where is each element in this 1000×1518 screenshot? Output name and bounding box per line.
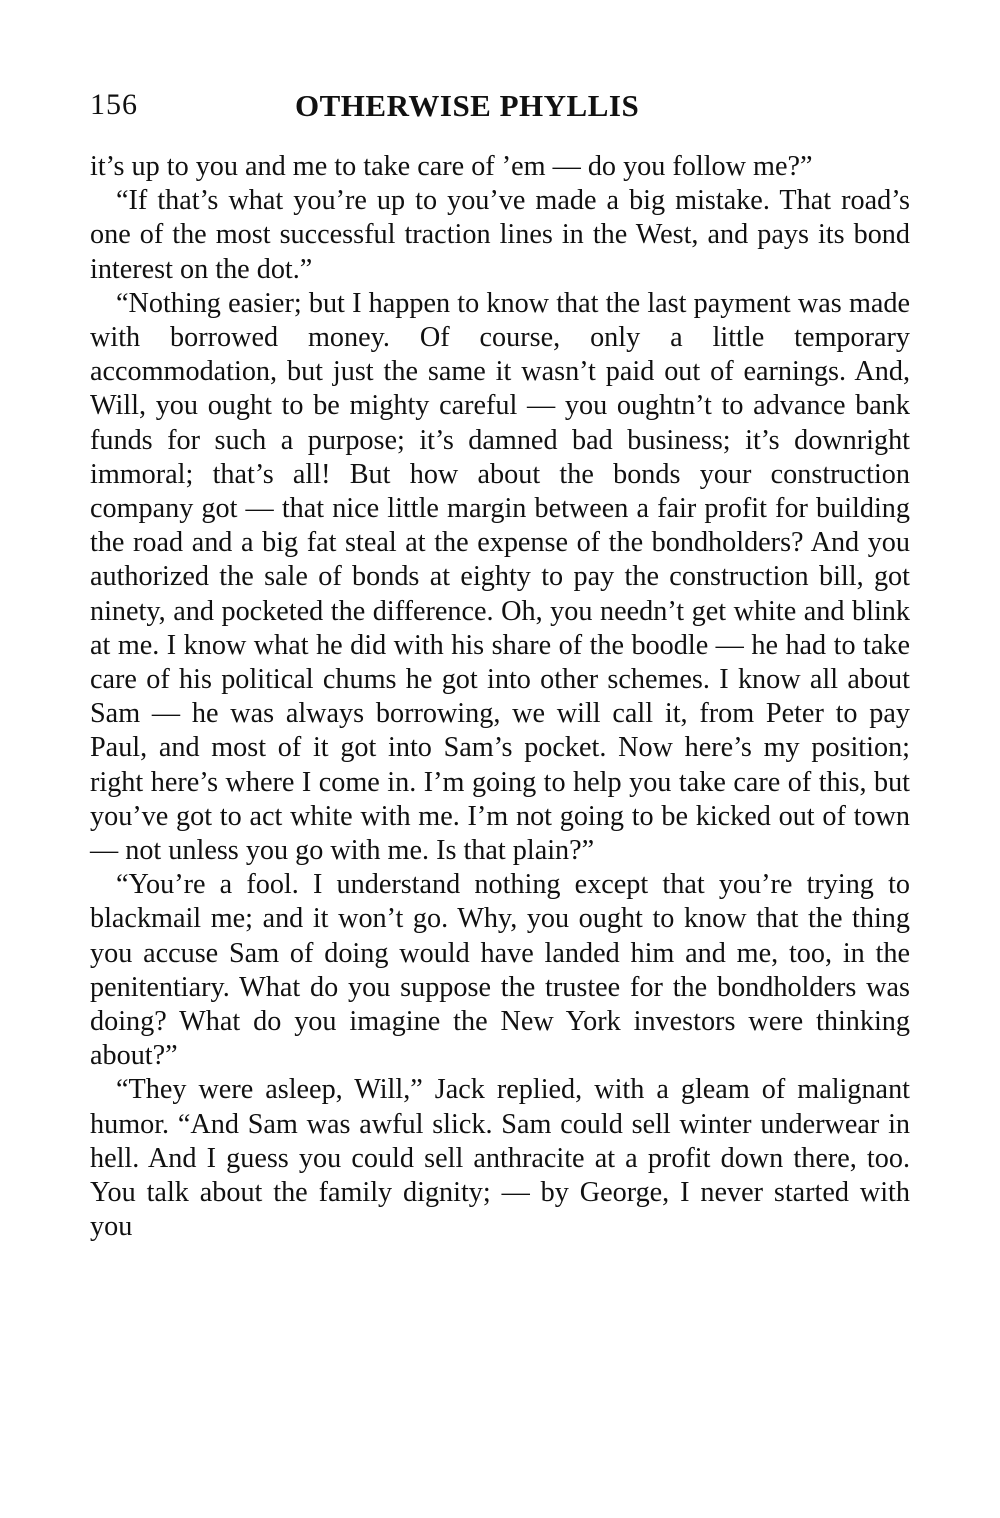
paragraph-3: “Nothing easier; but I happen to know that the last payment was made with borrowed money. Of course, only a little temporary accommodation, but just the same it wasn’t paid out of earnings. And, Will, you ought to be mighty careful — you oughtn’t to advance bank funds for such a purpose; it’s damned bad business; it’s downright immoral; that’s all! But how about the bonds your construction company got — that nice little margin between a fair profit for building the road and a big fat steal at the expense of the bondholders? And you authorized the sale of bonds at eighty to pay the construction bill, got ninety, and pocketed the difference. Oh, you needn’t get white and blink at me. I know what he did with his share of the boodle — he had to take care of his political chums he got into other schemes. I know all about Sam — he was always borrowing, we will call it, from Peter to pay Paul, and most of it got into Sam’s pocket. Now here’s my position; right here’s where I come in. I’m going to help you take care of this, but you’ve got to act white with me. I’m not going to be kicked out of town — not unless you go with me. Is that plain?” bbox=[90, 287, 910, 867]
page-number: 156 bbox=[90, 88, 138, 121]
running-head bbox=[90, 88, 910, 134]
paragraph-2: “If that’s what you’re up to you’ve made a big mistake. That road’s one of the most successful traction lines in the West, and pays its bond interest on the dot.” bbox=[90, 185, 910, 285]
body-text bbox=[90, 150, 910, 1245]
running-title: OTHERWISE PHYLLIS bbox=[295, 88, 640, 123]
book-page bbox=[90, 88, 910, 1245]
paragraph-1: it’s up to you and me to take care of ’em — do you follow me?” bbox=[90, 151, 813, 182]
paragraph-5: “They were asleep, Will,” Jack replied, with a gleam of malignant humor. “And Sam was awful slick. Sam could sell winter underwear in hell. And I guess you could sell anthracite at a profit down there, too. You talk about the family dignity; — by George, I never started with you bbox=[90, 1074, 910, 1243]
paragraph-4: “You’re a fool. I understand nothing except that you’re trying to blackmail me; and it won’t go. Why, you ought to know that the thing you accuse Sam of doing would have landed him and me, too, in the penitentiary. What do you suppose the trustee for the bondholders was doing? What do you imagine the New York investors were thinking about?” bbox=[90, 869, 910, 1072]
